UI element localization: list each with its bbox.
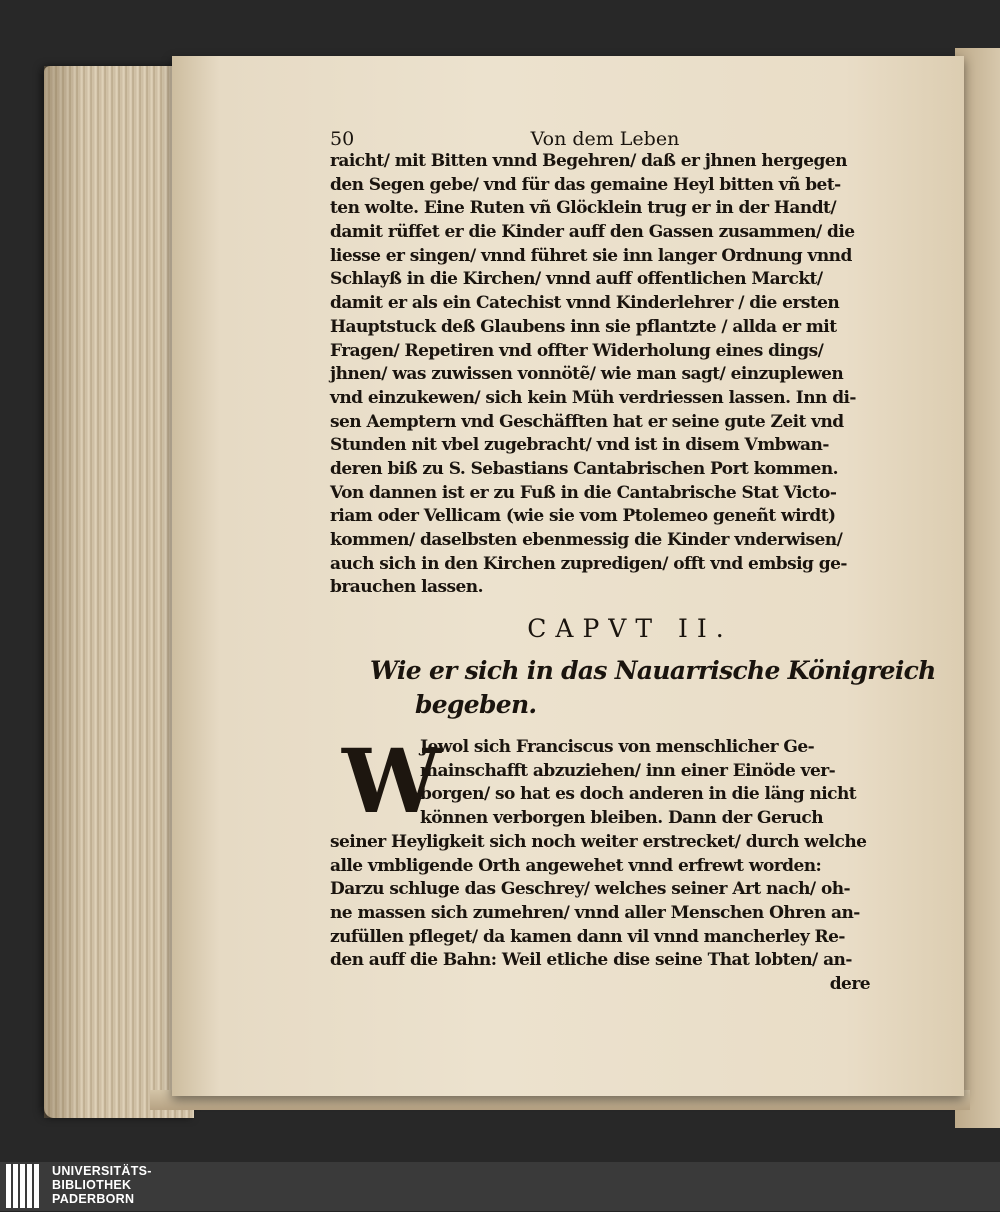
text-line: sen Aemptern vnd Geschäfften hat er seine gute Zeit vnd (330, 411, 844, 432)
text-line: den auff die Bahn: Weil etliche dise seine That lobten/ an- (330, 950, 852, 971)
text-line: zufüllen pfleget/ da kamen dann vil vnnd mancherley Re- (330, 926, 845, 947)
text-line: alle vmbligende Orth angewehet vnnd erfrewt worden: (330, 855, 822, 876)
text-line: Schlayß in die Kirchen/ vnnd auff offentlichen Marckt/ (330, 269, 823, 290)
text-line: mainschafft abzuziehen/ inn einer Einöde ver- (420, 760, 836, 781)
text-line: vnd einzukewen/ sich kein Müh verdriessen lassen. Inn di- (330, 387, 856, 408)
library-name-line: UNIVERSITÄTS- (52, 1164, 152, 1178)
text-line: Stunden nit vbel zugebracht/ vnd ist in disem Vmbwan- (330, 435, 829, 456)
catchword: dere (829, 973, 870, 994)
library-name (52, 1164, 152, 1206)
text-line: seiner Heyligkeit sich noch weiter erstrecket/ durch welche (330, 831, 867, 852)
text-line: damit er als ein Catechist vnnd Kinderlehrer / die ersten (330, 293, 840, 314)
text-line: Von dannen ist er zu Fuß in die Cantabrische Stat Victo- (330, 482, 837, 503)
text-line: damit rüffet er die Kinder auff den Gassen zusammen/ die (330, 222, 855, 243)
text-line: deren biß zu S. Sebastians Cantabrischen Port kommen. (330, 458, 838, 479)
text-line: Darzu schluge das Geschrey/ welches seiner Art nach/ oh- (330, 879, 851, 900)
text-line: Hauptstuck deß Glaubens inn sie pflantzte / allda er mit (330, 316, 837, 337)
text-line: borgen/ so hat es doch anderen in die läng nicht (420, 784, 857, 805)
text-line: Jewol sich Franciscus von menschlicher Ge- (420, 737, 815, 758)
text-line: brauchen lassen. (330, 577, 483, 598)
text-line: jhnen/ was zuwissen vonnötẽ/ wie man sagt/ einzuplewen (330, 364, 844, 385)
text-line: auch sich in den Kirchen zupredigen/ offt vnd embsig ge- (330, 553, 847, 574)
page-number: 50 (330, 128, 355, 150)
page-text (330, 120, 936, 997)
body-paragraph-top (330, 150, 890, 600)
text-line: kommen/ daselbsten ebenmessig die Kinder vnderwisen/ (330, 530, 843, 550)
text-line: können verborgen bleiben. Dann der Geruch (420, 808, 824, 829)
library-name-line: BIBLIOTHEK (52, 1178, 132, 1192)
text-line: ten wolte. Eine Ruten vñ Glöcklein trug er in der Handt/ (330, 198, 837, 219)
running-header (330, 120, 890, 150)
text-line: den Segen gebe/ vnd für das gemaine Heyl bitten vñ bet- (330, 174, 841, 195)
text-line: riam oder Vellicam (wie sie vom Ptolemeo geneñt wirdt) (330, 506, 836, 527)
text-line: liesse er singen/ vnnd führet sie inn langer Ordnung vnnd (330, 245, 852, 266)
text-line: ne massen sich zumehren/ vnnd aller Menschen Ohren an- (330, 902, 860, 923)
decorated-initial: W (342, 729, 441, 834)
chapter-title-continued: begeben. (415, 690, 537, 720)
body-paragraph-bottom (330, 729, 890, 997)
chapter-heading: CAPVT II. (527, 614, 733, 644)
chapter-title: Wie er sich in das Nauarrische Königreich (370, 656, 936, 686)
text-line: Fragen/ Repetiren vnd offter Widerholung eines dings/ (330, 340, 824, 361)
text-line: raicht/ mit Bitten vnnd Begehren/ daß er jhnen hergegen (330, 151, 847, 171)
library-logo-icon (6, 1164, 44, 1208)
running-title: Von dem Leben (530, 128, 680, 150)
library-name-line: PADERBORN (52, 1192, 135, 1206)
